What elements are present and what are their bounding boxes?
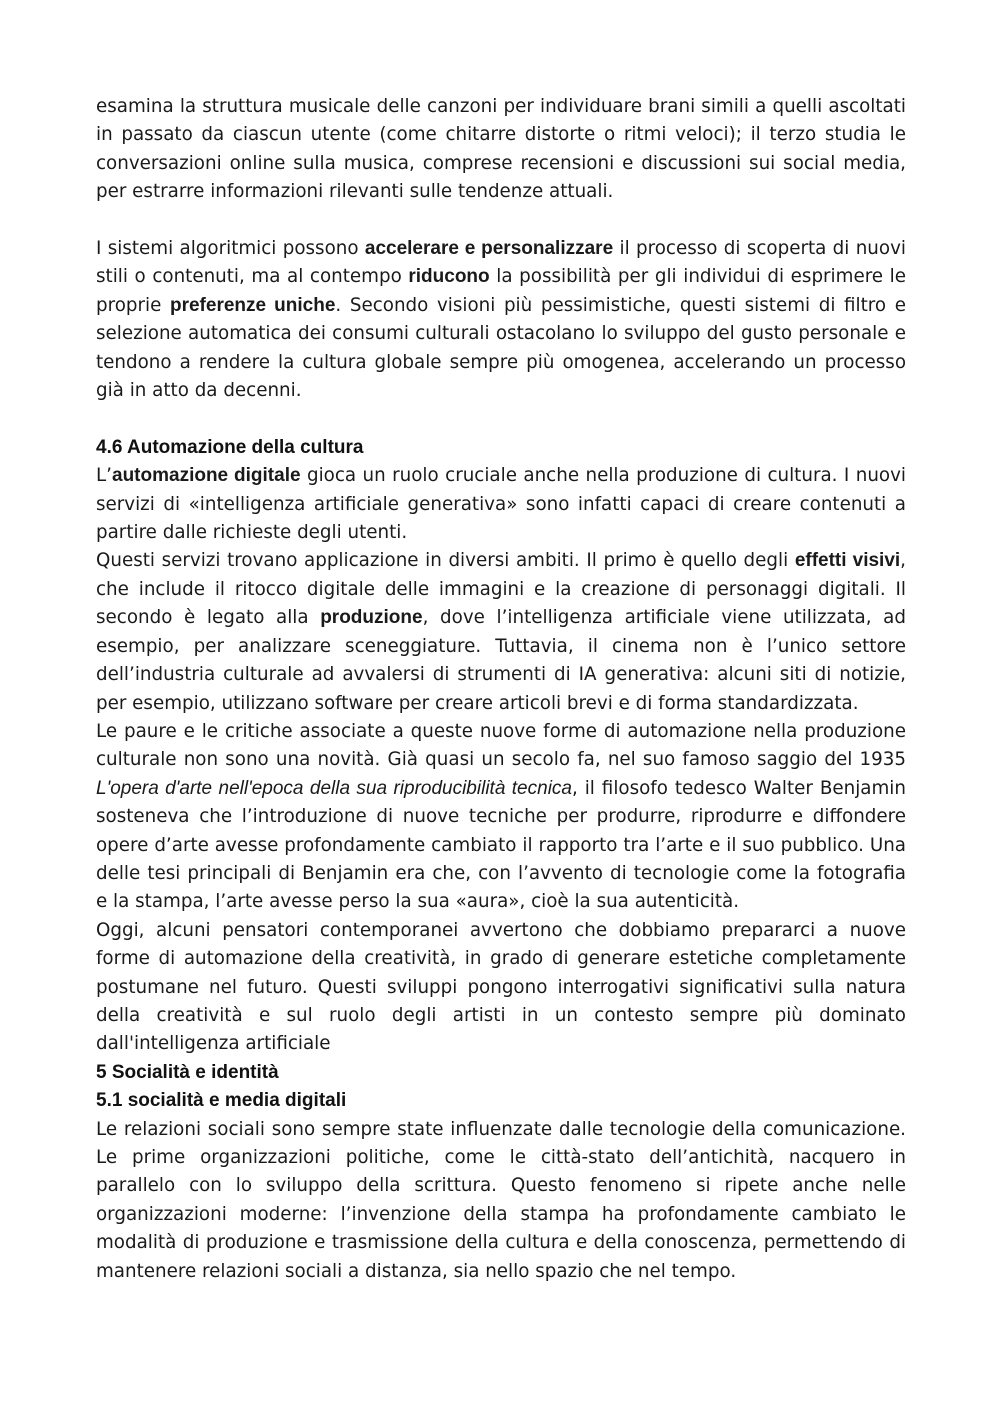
paragraph-digital-automation [96,462,906,547]
bold-term: automazione digitale [112,465,301,487]
chapter-heading-sociality: 5 Socialità e identità [96,1061,279,1083]
paragraph-social-relations: Le relazioni sociali sono sempre state influenzate dalle tecnologie della comunicazione. Le prime organizzazioni politiche, come le città-stato dell’antichità, nacquero in parallelo con lo sviluppo della scrittura. Questo fenomeno si ripete anche nelle organizzazioni moderne: l’invenzione della stampa ha profondamente cambiato le modalità di produzione e trasmissione della cultura e della conoscenza, permettendo di mantenere relazioni sociali a distanza, sia nello spazio che nel tempo. [96,1118,906,1282]
text-run: Questi servizi trovano applicazione in diversi ambiti. Il primo è quello degli [96,550,795,572]
paragraph-algorithmic-systems [96,235,906,405]
italic-title: L'opera d'arte nell'epoca della sua riproducibilità tecnica [96,777,572,799]
text-run: . Secondo visioni più pessimistiche, questi sistemi di filtro e selezione automatica dei consumi culturali ostacolano lo sviluppo del gusto personale e tendono a rendere la cultura globale sempre più omogenea, accelerando un processo già in atto da decenni. [96,294,906,402]
paragraph-applications [96,547,906,717]
text-run: la possibilità per gli individui di esprimere le proprie [96,266,906,316]
text-run: I sistemi algoritmici possono [96,238,365,260]
bold-term: effetti visivi [794,550,901,572]
paragraph-music-analysis: esamina la struttura musicale delle canzoni per individuare brani simili a quelli ascoltati in passato da ciascun utente (come chitarre distorte o ritmi veloci); il terzo studia le conversazioni online sulla musica, comprese recensioni e discussioni sui social media, per estrarre informazioni rilevanti sulle tendenze attuali. [96,96,906,203]
bold-term: produzione [320,607,423,629]
section-heading-automation: 4.6 Automazione della cultura [96,436,364,458]
paragraph-contemporary-thinkers: Oggi, alcuni pensatori contemporanei avvertono che dobbiamo prepararci a nuove forme di automazione della creatività, in grado di generare estetiche completamente postumane nel futuro. Questi sviluppi pongono interrogativi significativi sulla natura della creatività e sul ruolo degli artisti in un contesto sempre più dominato dall'intelligenza artificiale [96,919,906,1055]
text-run: , che include il ritocco digitale delle immagini e la creazione di personaggi digitali. Il secondo è legato alla [96,550,906,629]
bold-term: preferenze uniche [169,294,336,316]
paragraph-benjamin [96,718,906,917]
bold-term: riducono [408,266,490,288]
text-run: il processo di scoperta di nuovi stili o contenuti, ma al contempo [96,238,906,288]
section-heading-digital-media: 5.1 socialità e media digitali [96,1090,347,1112]
text-run: gioca un ruolo cruciale anche nella produzione di cultura. I nuovi servizi di «intelligenza artificiale generativa» sono infatti capaci di creare contenuti a partire dalle richieste degli utenti. [96,465,906,544]
text-run: , dove l’intelligenza artificiale viene utilizzata, ad esempio, per analizzare sceneggiature. Tuttavia, il cinema non è l’unico settore dell’industria culturale ad avvalersi di strumenti di IA generativa: alcuni siti di notizie, per esempio, utilizzano software per creare articoli brevi e di forma standardizzata. [96,607,906,714]
document-page [96,93,906,1286]
paragraph-spacer [96,207,906,235]
paragraph-spacer [96,405,906,433]
text-run: Le paure e le critiche associate a queste nuove forme di automazione nella produzione culturale non sono una novità. Già quasi un secolo fa, nel suo famoso saggio del 1935 [96,720,906,771]
text-run: , il filosofo tedesco Walter Benjamin sosteneva che l’introduzione di nuove tecniche per produrre, riprodurre e diffondere opere d’arte avesse profondamente cambiato il rapporto tra l’arte e il suo pubblico. Una delle tesi principali di Benjamin era che, con l’avvento di tecnologie come la fotografia e la stampa, l’arte avesse perso la sua «aura», cioè la sua autenticità. [96,777,906,913]
text-run: L’ [96,465,112,487]
bold-term: accelerare e personalizzare [364,238,614,260]
